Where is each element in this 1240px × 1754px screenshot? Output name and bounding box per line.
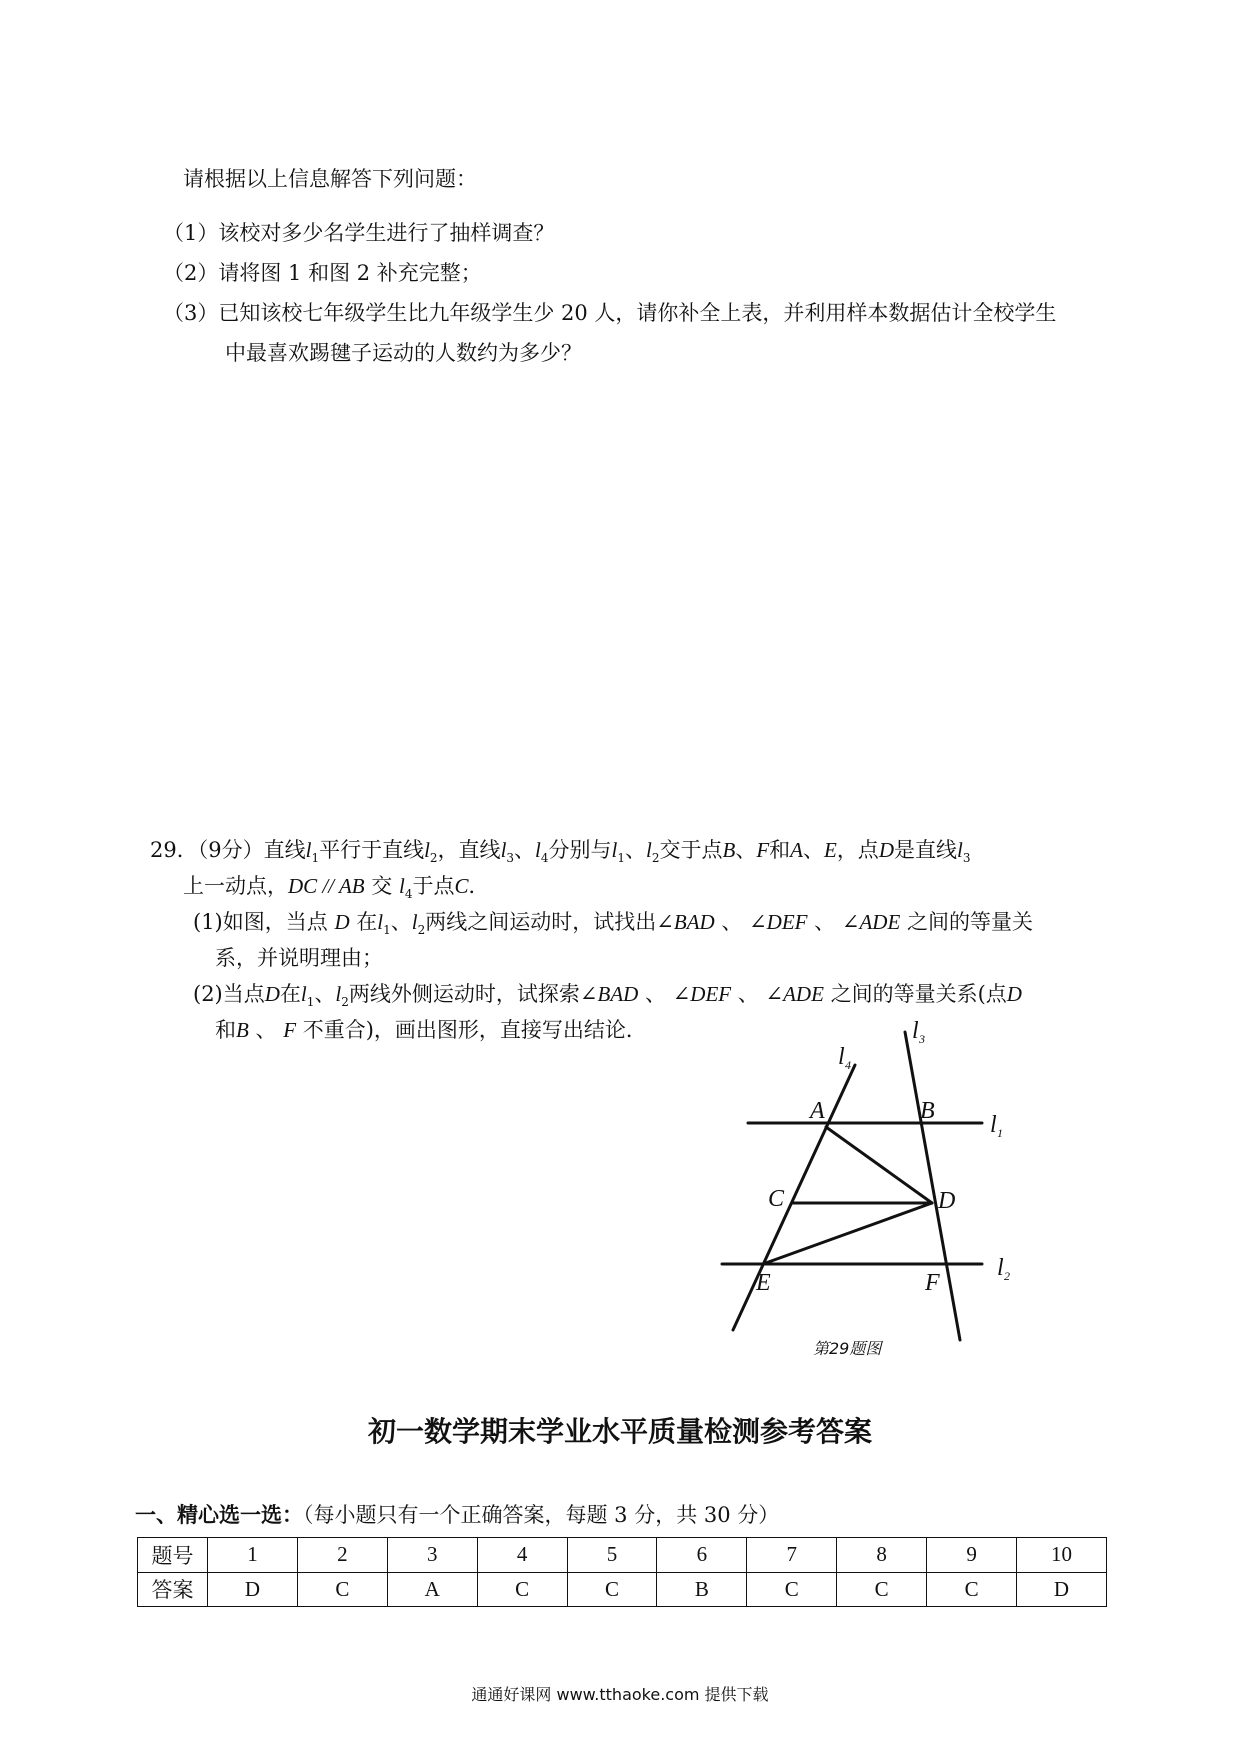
cell-number: 3	[387, 1538, 477, 1573]
label-l1-sub: 1	[997, 1126, 1003, 1140]
table-row-answers	[138, 1572, 1107, 1607]
intro-text: 请根据以上信息解答下列问题：	[183, 167, 477, 191]
label-E: E	[756, 1270, 771, 1296]
label-l4-sub: 4	[845, 1058, 851, 1072]
label-D: D	[938, 1188, 956, 1214]
problem-29-line1: 29．（9分）直线$l_1$平行于直线$l_2$，直线$l_3$、$l_4$分别与$l_1$、$l_2$交于点B、F和A、E，点D是直线$l_3$	[150, 838, 971, 865]
cell-answer: C	[567, 1572, 657, 1607]
cell-number: 6	[657, 1538, 747, 1573]
cell-answer: C	[297, 1572, 387, 1607]
cell-answer: C	[477, 1572, 567, 1607]
cell-number: 8	[837, 1538, 927, 1573]
segment-AD	[826, 1127, 932, 1203]
row-label-answer: 答案	[138, 1572, 208, 1607]
label-F: F	[925, 1270, 940, 1296]
footer-credit: 通通好课网 www.tthaoke.com 提供下载	[471, 1685, 769, 1704]
label-l3-sub: 3	[919, 1032, 925, 1046]
cell-number: 1	[208, 1538, 298, 1573]
problem-29-line2: 上一动点，DC // AB 交 $l_4$于点C．	[183, 874, 490, 901]
label-l4: l	[838, 1044, 845, 1070]
cell-answer: C	[747, 1572, 837, 1607]
row-label-number: 题号	[138, 1538, 208, 1573]
label-l2-sub: 2	[1004, 1269, 1010, 1283]
cell-number: 9	[927, 1538, 1017, 1573]
cell-answer: D	[208, 1572, 298, 1607]
cell-answer: C	[927, 1572, 1017, 1607]
cell-number: 7	[747, 1538, 837, 1573]
figure-29	[700, 1010, 1030, 1365]
cell-answer: D	[1017, 1572, 1107, 1607]
label-A: A	[810, 1098, 825, 1124]
cell-number: 10	[1017, 1538, 1107, 1573]
cell-number: 4	[477, 1538, 567, 1573]
cell-number: 2	[297, 1538, 387, 1573]
answer-title: 初一数学期末学业水平质量检测参考答案	[367, 1415, 872, 1448]
label-l1: l	[990, 1112, 997, 1138]
cell-answer: A	[387, 1572, 477, 1607]
section-1-heading: 一、精心选一选：（每小题只有一个正确答案，每题 3 分，共 30 分）	[135, 1503, 780, 1527]
answer-table	[137, 1537, 1107, 1607]
cell-number: 5	[567, 1538, 657, 1573]
question-2: （2）请将图 1 和图 2 补充完整；	[163, 261, 482, 285]
question-3-line1: （3）已知该校七年级学生比九年级学生少 20 人，请你补全上表，并利用样本数据估计全校学生	[163, 301, 1057, 325]
label-l2: l	[997, 1255, 1004, 1281]
question-3-line2: 中最喜欢踢毽子运动的人数约为多少？	[225, 341, 582, 365]
problem-29-part1-line1: (1)如图，当点 D 在$l_1$、$l_2$两线之间运动时，试找出∠BAD 、 ∠DEF 、 ∠ADE 之间的等量关	[193, 910, 1033, 937]
line-l4	[733, 1065, 855, 1330]
label-B: B	[920, 1098, 935, 1124]
problem-29-part1-line2: 系，并说明理由；	[215, 946, 383, 970]
problem-29-part2-line1: (2)当点D在$l_1$、$l_2$两线外侧运动时，试探索∠BAD 、 ∠DEF 、 ∠ADE 之间的等量关系(点D	[193, 982, 1022, 1009]
problem-29-part2-line2: 和B 、 F 不重合)，画出图形，直接写出结论．	[215, 1018, 647, 1042]
table-row-numbers	[138, 1538, 1107, 1573]
label-l3: l	[912, 1018, 919, 1044]
figure-caption: 第29题图	[813, 1339, 882, 1358]
cell-answer: B	[657, 1572, 747, 1607]
question-1: （1）该校对多少名学生进行了抽样调查？	[163, 221, 555, 245]
cell-answer: C	[837, 1572, 927, 1607]
label-C: C	[768, 1186, 785, 1212]
